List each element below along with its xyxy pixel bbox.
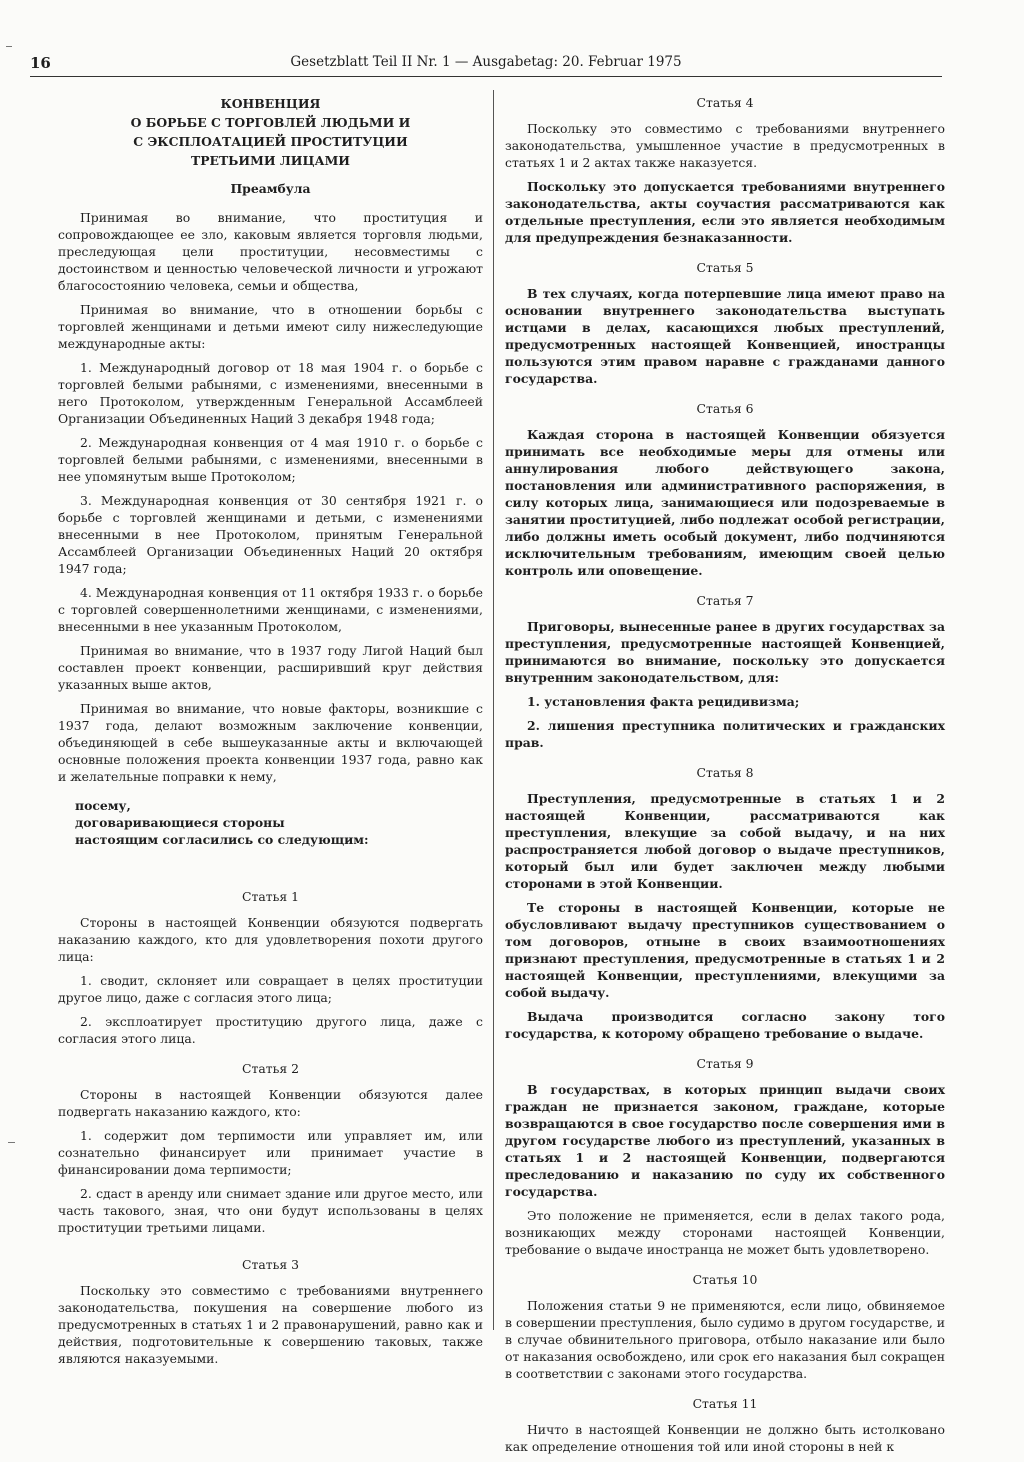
- article-heading: Статья 5: [696, 260, 754, 275]
- article-paragraph: Каждая сторона в настоящей Конвенции обязуется принимать все необходимые меры для отмены или аннулирования любого действующего закона, постановления или административного распоряжения, в силу которых лица, занимающиеся или подозреваемые в занятии проституцией, либо подлежат особой регистрации, либо должны иметь особый документ, либо подчиняются исключительным требованиям, имеющим своей целью контроль или оповещение.: [505, 427, 945, 578]
- article-paragraph: 1. установления факта рецидивизма;: [527, 694, 800, 709]
- article-paragraph: Преступления, предусмотренные в статьях 1 и 2 настоящей Конвенции, рассматриваются как преступления, влекущие за собой выдачу, и на них распространяется любой договор о выдаче преступников, который был или будет заключен между любыми сторонами в этой Конвенции.: [505, 791, 945, 891]
- preamble-paragraph: 1. Международный договор от 18 мая 1904 г. о борьбе с торговлей белыми рабынями, с изменениями, внесенными в него Протоколом, утвержденным Генеральной Ассамблеей Организации Объединенных Наций 3 декабря 1948 года;: [58, 360, 483, 426]
- preamble-heading: Преамбула: [230, 181, 311, 196]
- article-paragraph: В тех случаях, когда потерпевшие лица имеют право на основании внутреннего законодательства выступать истцами в делах, касающихся любых преступлений, предусмотренных настоящей Конвенцией, иностранцы пользуются этим правом наравне с гражданами данного государства.: [505, 286, 945, 386]
- preamble-paragraph: Принимая во внимание, что в 1937 году Лигой Наций был составлен проект конвенции, расширивший круг действия указанных выше актов,: [58, 643, 483, 692]
- title-line: ТРЕТЬИМИ ЛИЦАМИ: [190, 153, 351, 168]
- article-heading: Статья 7: [696, 593, 754, 608]
- article-paragraph: Те стороны в настоящей Конвенции, которые не обусловливают выдачу преступников существованием о том договоров, отныне в своих взаимоотношениях признают преступления, предусмотренные в статьях 1 и 2 настоящей Конвенции, преступлениями, влекущими за собой выдачу.: [505, 900, 945, 1000]
- article-heading: Статья 9: [696, 1056, 754, 1071]
- article-paragraph: 2. эксплоатирует проституцию другого лица, даже с согласия этого лица.: [58, 1014, 483, 1046]
- article-paragraph: Поскольку это совместимо с требованиями внутреннего законодательства, покушения на совершение любого из предусмотренных в статьях 1 и 2 правонарушений, равно как и действия, подготовительные к совершению таковых, также являются наказуемыми.: [58, 1283, 483, 1366]
- closing-line: договаривающиеся стороны: [75, 815, 285, 830]
- article-heading: Статья 3: [242, 1257, 299, 1272]
- article-heading: Статья 8: [696, 765, 754, 780]
- article-paragraph: Это положение не применяется, если в делах такого рода, возникающих между сторонами настоящей Конвенции, требование о выдаче иностранца не может быть удовлетворено.: [505, 1208, 945, 1257]
- article-paragraph: Стороны в настоящей Конвенции обязуются подвергать наказанию каждого, кто для удовлетворения похоти другого лица:: [58, 915, 483, 964]
- title-line: С ЭКСПЛОАТАЦИЕЙ ПРОСТИТУЦИИ: [133, 134, 408, 149]
- article-paragraph: Поскольку это допускается требованиями внутреннего законодательства, акты соучастия рассматриваются как отдельные преступления, если это является необходимым для предупреждения безнаказанности.: [505, 179, 945, 245]
- article-heading: Статья 4: [696, 95, 754, 110]
- margin-mark: [6, 46, 12, 47]
- running-title: Gesetzblatt Teil II Nr. 1 — Ausgabetag: 20. Februar 1975: [290, 54, 682, 70]
- margin-mark: [8, 1142, 15, 1143]
- article-paragraph: Ничто в настоящей Конвенции не должно быть истолковано как определение отношения той или иной стороны в ней к: [505, 1422, 945, 1454]
- page-header: [30, 52, 942, 77]
- page-number: 16: [30, 54, 51, 72]
- article-heading: Статья 2: [242, 1061, 299, 1076]
- closing-line: настоящим согласились со следующим:: [75, 832, 369, 847]
- article-paragraph: 1. сводит, склоняет или совращает в целях проституции другое лицо, даже с согласия этого лица;: [58, 973, 483, 1005]
- article-paragraph: 1. содержит дом терпимости или управляет им, или сознательно финансирует или принимает участие в финансировании дома терпимости;: [58, 1128, 483, 1177]
- left-column: [58, 94, 483, 1374]
- article-heading: Статья 11: [692, 1396, 758, 1411]
- article-heading: Статья 1: [242, 889, 299, 904]
- title-line: КОНВЕНЦИЯ: [220, 96, 321, 111]
- preamble-paragraph: 4. Международная конвенция от 11 октября 1933 г. о борьбе с торговлей совершеннолетними женщинами, с изменениями, внесенными в нее указанным Протоколом,: [58, 585, 483, 634]
- article-paragraph: 2. сдаст в аренду или снимает здание или другое место, или часть такового, зная, что они будут использованы в целях проституции третьими лицами.: [58, 1186, 483, 1235]
- article-paragraph: Поскольку это совместимо с требованиями внутреннего законодательства, умышленное участие в предусмотренных в статьях 1 и 2 актах также наказуется.: [505, 121, 945, 170]
- article-paragraph: Положения статьи 9 не применяются, если лицо, обвиняемое в совершении преступления, было судимо в другом государстве, и в случае обвинительного приговора, отбыло наказание или было от наказания освобождено, или срок его наказания был сокращен в соответствии с законами этого государства.: [505, 1298, 945, 1381]
- convention-title: [58, 94, 483, 170]
- preamble-paragraph: 3. Международная конвенция от 30 сентября 1921 г. о борьбе с торговлей женщинами и детьми, с изменениями внесенными в нее Протоколом, принятым Генеральной Ассамблеей Организации Объединенных Наций 20 октября 1947 года;: [58, 493, 483, 576]
- article-heading: Статья 6: [696, 401, 754, 416]
- preamble-paragraph: Принимая во внимание, что в отношении борьбы с торговлей женщинами и детьми имеют силу нижеследующие международные акты:: [58, 302, 483, 351]
- article-paragraph: Выдача производится согласно закону того государства, к которому обращено требование о выдаче.: [505, 1009, 945, 1041]
- column-divider: [493, 90, 494, 1330]
- article-paragraph: Приговоры, вынесенные ранее в других государствах за преступления, предусмотренные настоящей Конвенцией, принимаются во внимание, поскольку это допускается внутренним законодательством, для:: [505, 619, 945, 685]
- article-paragraph: В государствах, в которых принцип выдачи своих граждан не признается законом, граждане, которые возвращаются в свое государство после совершения ими в другом государстве любого из преступлений, указанных в статьях 1 и 2 настоящей Конвенции, подвергаются преследованию и наказанию по суду их собственного государства.: [505, 1082, 945, 1199]
- preamble-paragraph: 2. Международная конвенция от 4 мая 1910 г. о борьбе с торговлей белыми рабынями, с изменениями, внесенными в нее упомянутым выше Протоколом;: [58, 435, 483, 484]
- article-heading: Статья 10: [692, 1272, 758, 1287]
- article-paragraph: 2. лишения преступника политических и гражданских прав.: [505, 718, 945, 750]
- agreement-clause: [75, 797, 483, 848]
- preamble-paragraph: Принимая во внимание, что новые факторы, возникшие с 1937 года, делают возможным заключение конвенции, объединяющей в себе вышеуказанные акты и включающей основные положения проекта конвенции 1937 года, равно как и желательные поправки к нему,: [58, 701, 483, 784]
- article-paragraph: Стороны в настоящей Конвенции обязуются далее подвергать наказанию каждого, кто:: [58, 1087, 483, 1119]
- preamble-paragraph: Принимая во внимание, что проституция и сопровождающее ее зло, каковым является торговля людьми, преследующая цели проституции, несовместимы с достоинством и ценностью человеческой личности и угрожают благосостоянию человека, семьи и общества,: [58, 210, 483, 293]
- closing-line: посему,: [75, 798, 131, 813]
- right-column: [505, 94, 945, 1462]
- title-line: О БОРЬБЕ С ТОРГОВЛЕЙ ЛЮДЬМИ И: [130, 115, 411, 130]
